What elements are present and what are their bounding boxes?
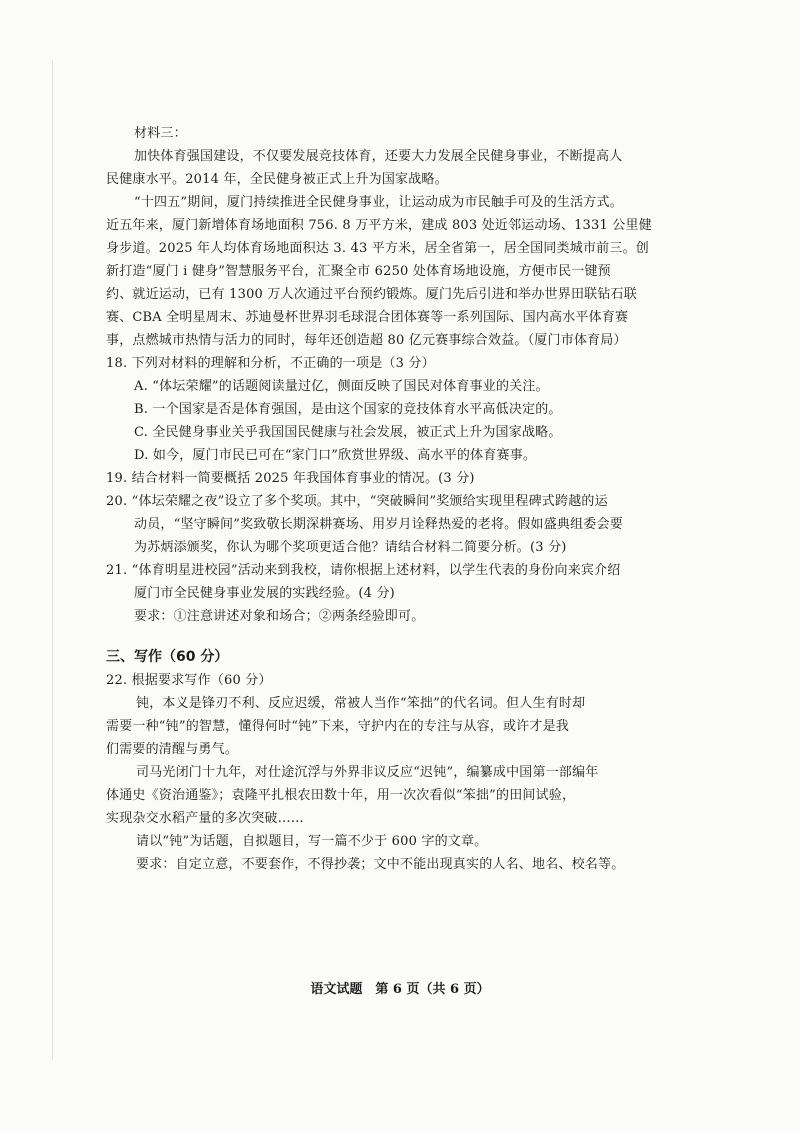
question-20-line: 20. “体坛荣耀之夜”设立了多个奖项。其中，“突破瞬间”奖颁给实现里程碑式跨越的运 <box>106 494 608 509</box>
question-21-requirement: 要求：①注意讲述对象和场合；②两条经验即可。 <box>134 609 425 624</box>
question-18-stem: 18. 下列对材料的理解和分析，不正确的一项是（3 分） <box>106 356 435 371</box>
question-22-stem: 22. 根据要求写作（60 分） <box>106 673 272 688</box>
question-21-line: 厦门市全民健身事业发展的实践经验。(4 分) <box>134 586 395 601</box>
question-20-line: 为苏炳添颁奖，你认为哪个奖项更适合他？请结合材料二简要分析。(3 分) <box>134 540 567 555</box>
material-line: 加快体育强国建设，不仅要发展竞技体育，还要大力发展全民健身事业，不断提高人 <box>134 149 623 164</box>
writing-requirement: 要求：自定立意，不要套作，不得抄袭；文中不能出现真实的人名、地名、校名等。 <box>136 857 625 872</box>
material-line: 身步道。2025 年人均体育场地面积达 3. 43 平方米，居全省第一，居全国同类城市前三。创 <box>106 241 649 256</box>
material-line: “十四五”期间，厦门持续推进全民健身事业，让运动成为市民触手可及的生活方式。 <box>134 195 623 210</box>
writing-prompt-line: 们需要的清醒与勇气。 <box>106 742 239 757</box>
page-edge-shadow <box>52 60 53 1060</box>
material-line: 赛、CBA 全明星周末、苏迪曼杯世界羽毛球混合团体赛等一系列国际、国内高水平体育赛 <box>106 310 629 325</box>
material-line: 新打造“厦门 i 健身”智慧服务平台，汇聚全市 6250 处体育场地设施，方便市民一键预 <box>106 264 611 279</box>
writing-prompt-line: 体通史《资治通鉴》；袁隆平扎根农田数十年，用一次次看似“笨拙”的田间试验， <box>106 788 576 803</box>
option-a: A. “体坛荣耀”的话题阅读量过亿，侧面反映了国民对体育事业的关注。 <box>134 379 549 394</box>
question-21-line: 21. “体育明星进校园”活动来到我校，请你根据上述材料，以学生代表的身份向来宾介绍 <box>106 563 621 578</box>
question-20-line: 动员，“坚守瞬间”奖致敬长期深耕赛场、用岁月诠释热爱的老将。假如盛典组委会要 <box>134 517 623 532</box>
writing-prompt-line: 司马光闭门十九年，对仕途沉浮与外界非议反应“迟钝”，编纂成中国第一部编年 <box>136 765 599 780</box>
page-footer: 语文试题 第 6 页（共 6 页） <box>310 982 490 997</box>
page-content <box>106 122 700 876</box>
question-19: 19. 结合材料一简要概括 2025 年我国体育事业的情况。(3 分) <box>106 471 475 486</box>
writing-prompt-line: 钝，本义是锋刃不利、反应迟缓，常被人当作“笨拙”的代名词。但人生有时却 <box>136 696 586 711</box>
writing-section-title: 三、写作（60 分） <box>106 649 229 665</box>
option-d: D. 如今，厦门市民已可在“家门口”欣赏世界级、高水平的体育赛事。 <box>134 448 537 463</box>
option-c: C. 全民健身事业关乎我国国民健康与社会发展，被正式上升为国家战略。 <box>134 425 562 440</box>
material-line: 事，点燃城市热情与活力的同时，每年还创造超 80 亿元赛事综合效益。（厦门市体育局） <box>106 333 627 348</box>
writing-instruction: 请以“钝”为话题，自拟题目，写一篇不少于 600 字的文章。 <box>136 834 488 849</box>
material-heading: 材料三： <box>134 126 187 141</box>
material-line: 民健康水平。2014 年，全民健身被正式上升为国家战略。 <box>106 172 448 187</box>
material-line: 近五年来，厦门新增体育场地面积 756. 8 万平方米，建成 803 处近邻运动场、1331 公里健 <box>106 218 652 233</box>
writing-prompt-line: 需要一种“钝”的智慧，懂得何时“钝”下来，守护内在的专注与从容，或许才是我 <box>106 719 569 734</box>
material-line: 约、就近运动，已有 1300 万人次通过平台预约锻炼。厦门先后引进和举办世界田联钻石联 <box>106 287 637 302</box>
option-b: B. 一个国家是否是体育强国，是由这个国家的竞技体育水平高低决定的。 <box>134 402 562 417</box>
writing-prompt-line: 实现杂交水稻产量的多次突破…… <box>106 811 305 826</box>
